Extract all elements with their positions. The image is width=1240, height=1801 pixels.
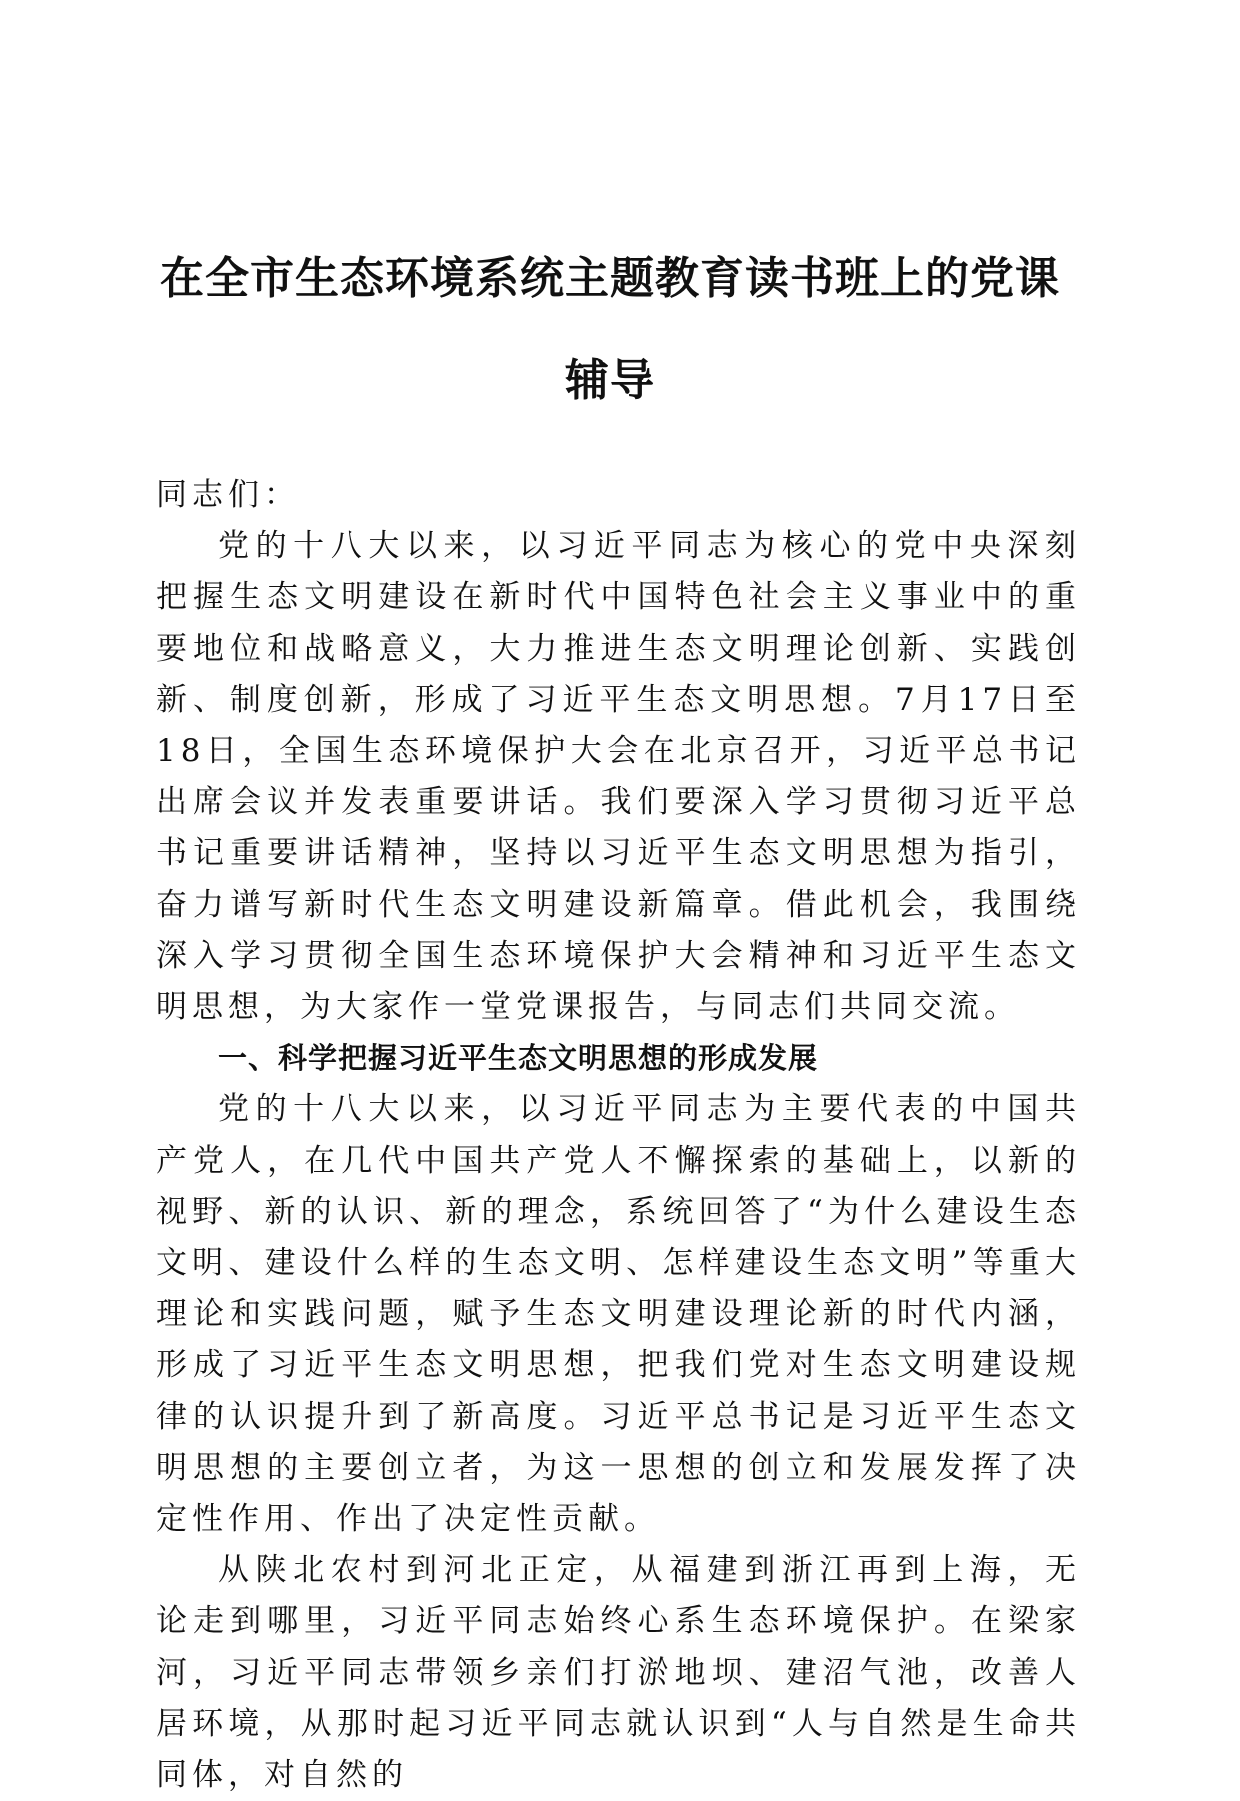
title-line-1: 在全市生态环境系统主题教育读书班上的党课 [160, 253, 1060, 304]
document-title [140, 228, 1080, 432]
salutation: 同志们： [156, 477, 300, 513]
section-heading-1: 一、科学把握习近平生态文明思想的形成发展 [218, 1041, 819, 1076]
title-line-2: 辅导 [565, 355, 655, 406]
section1-paragraph-2: 从陕北农村到河北正定，从福建到浙江再到上海，无论走到哪里，习近平同志始终心系生态环境保护。在梁家河，习近平同志带领乡亲们打淤地坝、建沼气池，改善人居环境，从那时起习近平同志就认识到“人与自然是生命共同体，对自然的 [156, 1552, 1081, 1794]
section1-paragraph-1: 党的十八大以来，以习近平同志为主要代表的中国共产党人，在几代中国共产党人不懈探索的基础上，以新的视野、新的认识、新的理念，系统回答了“为什么建设生态文明、建设什么样的生态文明、怎样建设生态文明”等重大理论和实践问题，赋予生态文明建设理论新的时代内涵，形成了习近平生态文明思想，把我们党对生态文明建设规律的认识提升到了新高度。习近平总书记是习近平生态文明思想的主要创立者，为这一思想的创立和发展发挥了决定性作用、作出了决定性贡献。 [156, 1091, 1081, 1538]
intro-paragraph: 党的十八大以来，以习近平同志为核心的党中央深刻把握生态文明建设在新时代中国特色社会主义事业中的重要地位和战略意义，大力推进生态文明理论创新、实践创新、制度创新，形成了习近平生态文明思想。7月17日至18日，全国生态环境保护大会在北京召开，习近平总书记出席会议并发表重要讲话。我们要深入学习贯彻习近平总书记重要讲话精神，坚持以习近平生态文明思想为指引，奋力谱写新时代生态文明建设新篇章。借此机会，我围绕深入学习贯彻全国生态环境保护大会精神和习近平生态文明思想，为大家作一堂党课报告，与同志们共同交流。 [156, 528, 1081, 1026]
document-body [156, 470, 1081, 1801]
